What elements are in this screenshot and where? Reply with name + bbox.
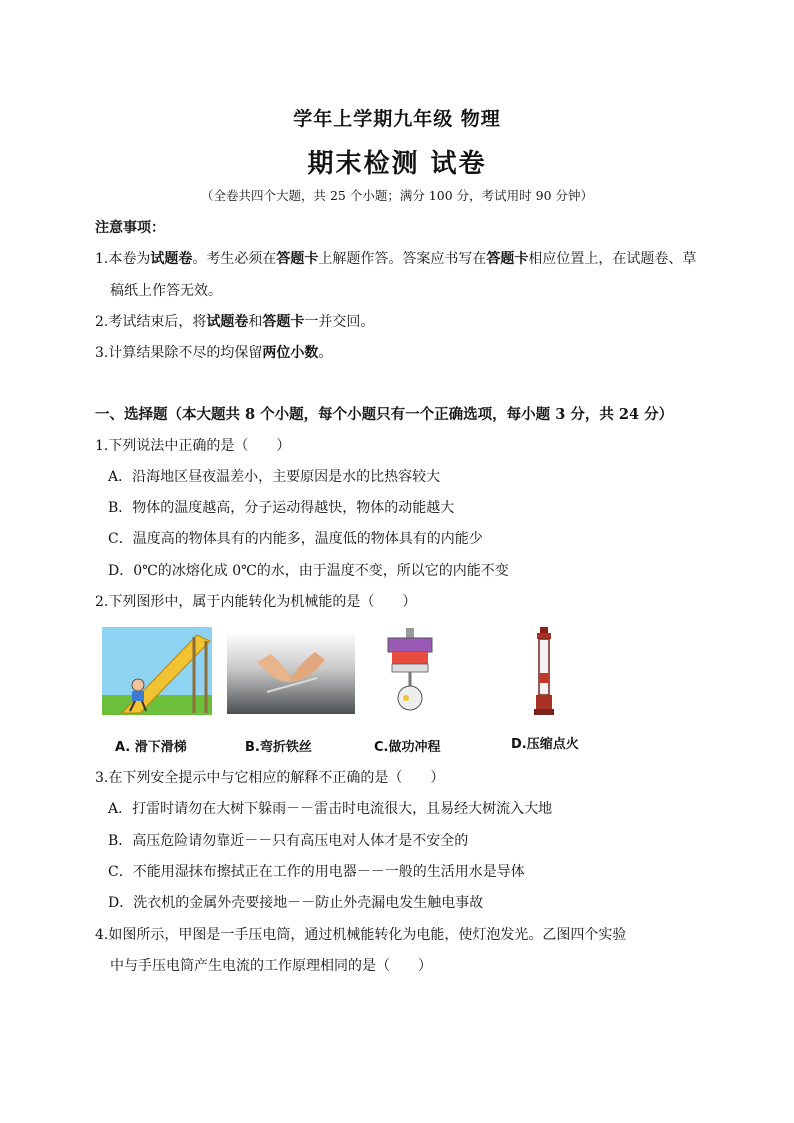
exam-subtitle: （全卷共四个大题，共 25 个小题；满分 100 分，考试用时 90 分钟）	[200, 188, 593, 203]
q1-stem: 1.下列说法中正确的是（ ）	[95, 438, 291, 454]
figure-power-stroke	[382, 628, 438, 716]
q2-stem: 2.下列图形中，属于内能转化为机械能的是（ ）	[95, 594, 417, 610]
q1-option-b: B．物体的温度越高，分子运动得越快，物体的动能越大	[108, 500, 455, 516]
q4-stem-line2: 中与手压电筒产生电流的工作原理相同的是（ ）	[110, 958, 432, 974]
q1-option-d: D．0℃的冰熔化成 0℃的水，由于温度不变，所以它的内能不变	[108, 563, 509, 579]
figure-caption-c: C.做功冲程	[374, 740, 441, 755]
q3-option-d: D．洗衣机的金属外壳要接地－－防止外壳漏电发生触电事故	[108, 895, 484, 911]
note-2: 2.考试结束后，将试题卷和答题卡一并交回。	[95, 314, 375, 330]
q1-option-c: C．温度高的物体具有的内能多，温度低的物体具有的内能少	[108, 531, 483, 547]
figure-slide	[102, 627, 212, 715]
exam-title: 期末检测 试卷	[307, 149, 487, 179]
figure-caption-a: A. 滑下滑梯	[115, 740, 187, 755]
q4-stem-line1: 4.如图所示，甲图是一手压电筒，通过机械能转化为电能，使灯泡发光。乙图四个实验	[95, 927, 627, 943]
figure-caption-b: B.弯折铁丝	[245, 740, 312, 755]
q3-option-a: A．打雷时请勿在大树下躲雨－－雷击时电流很大，且易经大树流入大地	[108, 801, 553, 817]
figure-bend-wire	[227, 632, 355, 714]
figure-caption-d: D.压缩点火	[511, 737, 579, 752]
notes-title: 注意事项：	[95, 220, 165, 236]
q3-option-c: C．不能用湿抹布擦拭正在工作的用电器－－一般的生活用水是导体	[108, 864, 525, 880]
exam-header-line1: 学年上学期九年级 物理	[293, 108, 501, 130]
section-1-title: 一、选择题（本大题共 8 个小题，每个小题只有一个正确选项，每小题 3 分，共 24 分）	[95, 406, 674, 423]
q1-option-a: A．沿海地区昼夜温差小，主要原因是水的比热容较大	[108, 469, 441, 485]
note-1-cont: 稿纸上作答无效。	[110, 283, 222, 299]
q3-option-b: B．高压危险请勿靠近－－只有高压电对人体才是不安全的	[108, 833, 469, 849]
note-3: 3.计算结果除不尽的均保留两位小数。	[95, 345, 333, 361]
q3-stem: 3.在下列安全提示中与它相应的解释不正确的是（ ）	[95, 770, 445, 786]
note-1: 1.本卷为试题卷。考生必须在答题卡上解题作答。答案应书写在答题卡相应位置上，在试题卷、草	[95, 251, 697, 267]
figure-compression-ignition	[532, 627, 556, 715]
